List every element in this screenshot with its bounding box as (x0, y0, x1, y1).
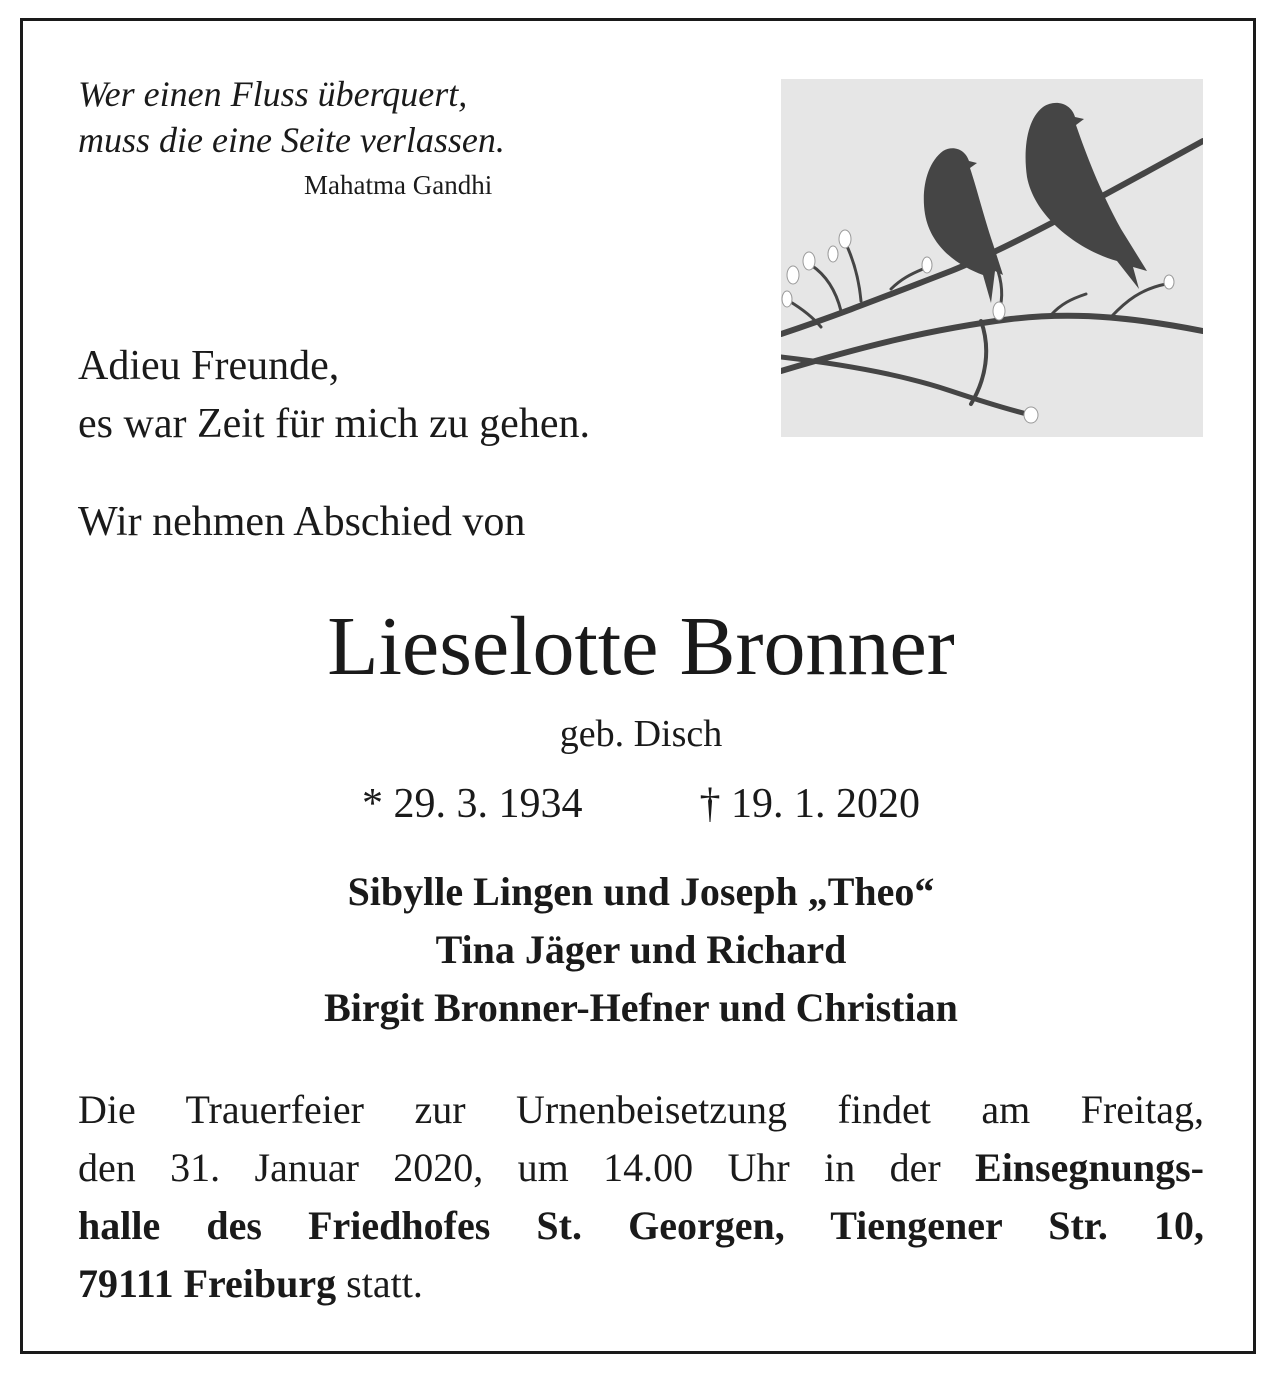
funeral-notice (78, 1081, 1204, 1313)
maiden-name: geb. Disch (559, 713, 723, 755)
notice-line-3 (78, 1197, 1204, 1255)
notice-city: 79111 Freiburg (78, 1261, 337, 1306)
mourner-line: Tina Jäger und Richard (435, 927, 847, 972)
notice-line-2 (78, 1139, 1204, 1197)
death-date: † 19. 1. 2020 (699, 781, 920, 827)
notice-venue-part-1: Einsegnungs- (975, 1145, 1204, 1190)
obituary-frame (20, 18, 1256, 1354)
birds-on-branch-icon (781, 79, 1203, 437)
mourner-line: Birgit Bronner-Hefner und Christian (324, 985, 958, 1030)
birds-on-branch-illustration (781, 79, 1203, 437)
life-dates (23, 779, 1259, 829)
notice-line-4 (78, 1255, 1204, 1313)
notice-line-4-text: statt. (336, 1261, 423, 1306)
intro-line-2: es war Zeit für mich zu gehen. (78, 401, 590, 447)
notice-line-2-text: den 31. Januar 2020, um 14.00 Uhr in der (78, 1145, 976, 1190)
deceased-name: Lieselotte Bronner (327, 600, 955, 693)
birth-date: * 29. 3. 1934 (362, 781, 583, 827)
notice-line-1: Die Trauerfeier zur Urnenbeisetzung findet am Freitag, (78, 1087, 1204, 1132)
quote-line-2: muss die eine Seite verlassen. (78, 120, 505, 160)
quote-line-1: Wer einen Fluss überquert, (78, 74, 468, 114)
intro-line-1: Adieu Freunde, (78, 343, 340, 389)
quote-author: Mahatma Gandhi (304, 170, 493, 200)
mourner-line: Sibylle Lingen und Joseph „Theo“ (347, 869, 935, 914)
notice-venue-part-2: halle des Friedhofes St. Georgen, Tiengener Str. 10, (78, 1203, 1204, 1248)
intro-line-3: Wir nehmen Abschied von (78, 499, 526, 545)
